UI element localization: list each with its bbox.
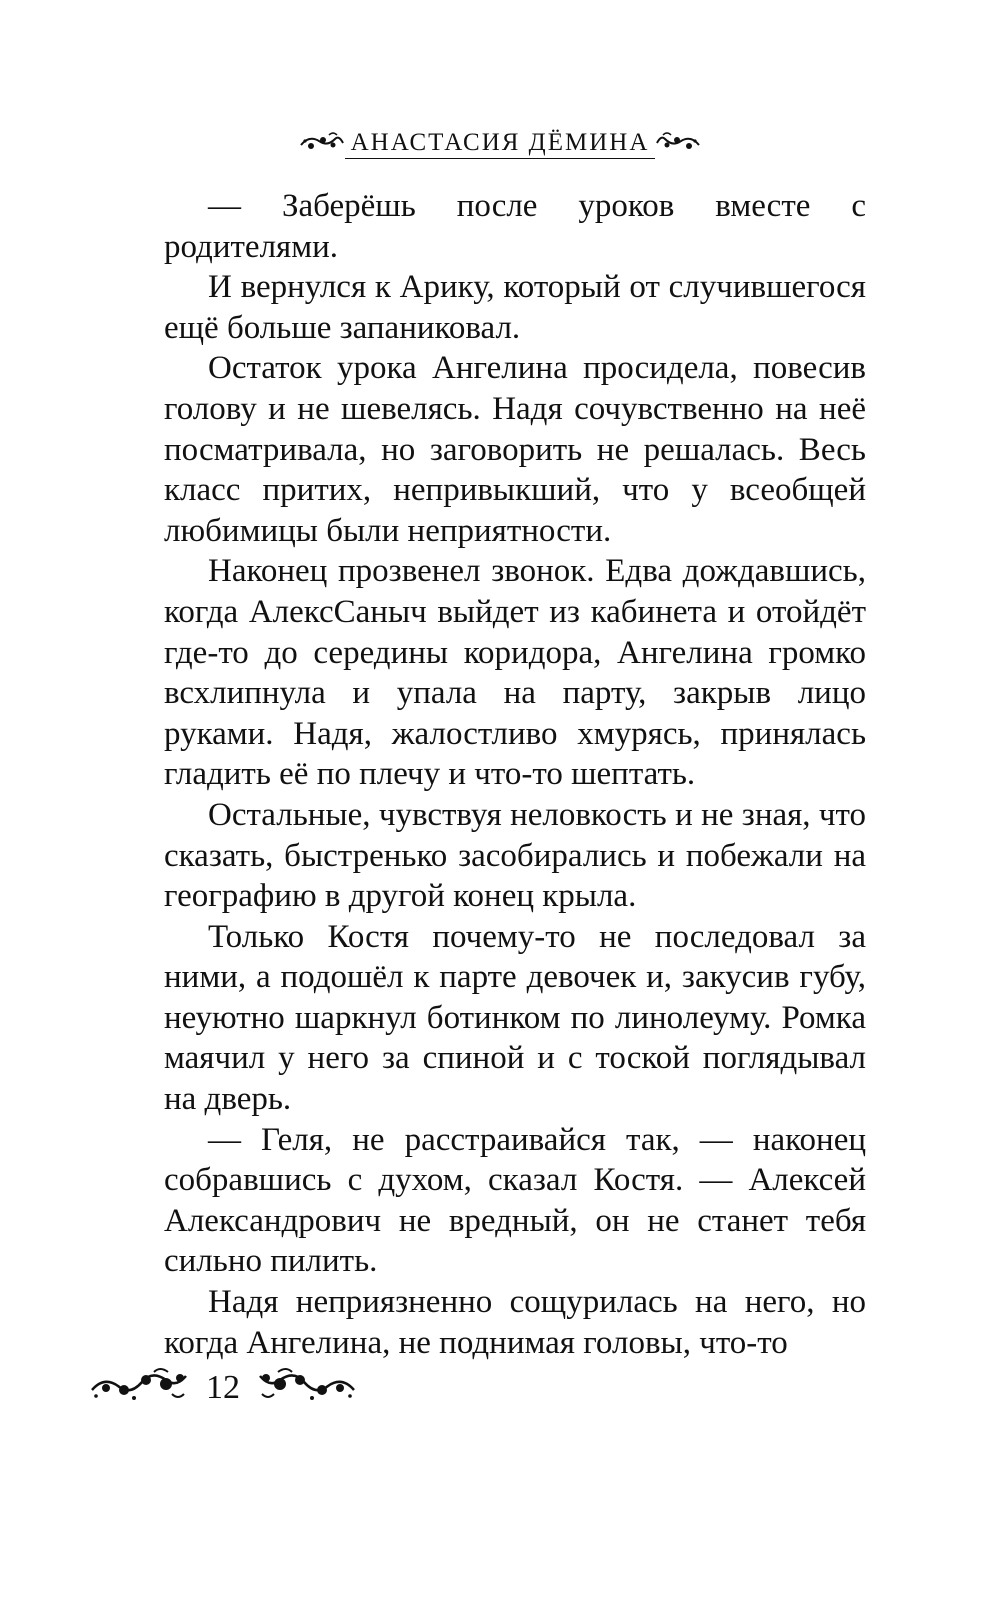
paragraph: — Геля, не расстраивайся так, — наконец собравшись с духом, сказал Костя. — Алексей Александрович не вредный, он не станет тебя сильно пилить. <box>164 1121 866 1280</box>
paragraph: — Заберёшь после уроков вместе с родителями. <box>164 188 866 265</box>
body-text <box>164 186 866 1363</box>
paragraph: Наконец прозвенел звонок. Едва дождавшись, когда АлексСаныч выйдет из кабинета и отойдёт где-то до середины коридора, Ангелина громко всхлипнула и упала на парту, закрыв лицо руками. Надя, жалостливо хмурясь, принялась гладить её по плечу и что-то шептать. <box>164 553 866 793</box>
header-right-flourish-icon <box>655 131 701 157</box>
running-title: АНАСТАСИЯ ДЁМИНА <box>345 128 656 159</box>
paragraph: Надя неприязненно сощурилась на него, но когда Ангелина, не поднимая головы, что-то <box>164 1284 866 1361</box>
paragraph: Остальные, чувствуя неловкость и не зная, что сказать, быстренько засобирались и побежали на географию в другой конец крыла. <box>164 796 866 915</box>
footer-left-flourish-icon <box>90 1366 190 1410</box>
header-left-flourish-icon <box>299 131 345 157</box>
paragraph: Остаток урока Ангелина просидела, повесив голову и не шевелясь. Надя сочувственно на неё посматривала, но заговорить не решалась. Весь класс притих, непривыкший, что у всеобщей любимицы были неприятности. <box>164 350 866 549</box>
paragraph: Только Костя почему-то не последовал за ними, а подошёл к парте девочек и, закусив губу, неуютно шаркнул ботинком по линолеуму. Ромка маячил у него за спиной и с тоской поглядывал на дверь. <box>164 918 866 1118</box>
paragraph: И вернулся к Арику, который от случившегося ещё больше запаниковал. <box>164 269 866 346</box>
page-number: 12 <box>206 1369 240 1406</box>
footer-right-flourish-icon <box>256 1366 356 1410</box>
running-head <box>0 128 1000 159</box>
page-folio <box>90 1366 356 1410</box>
